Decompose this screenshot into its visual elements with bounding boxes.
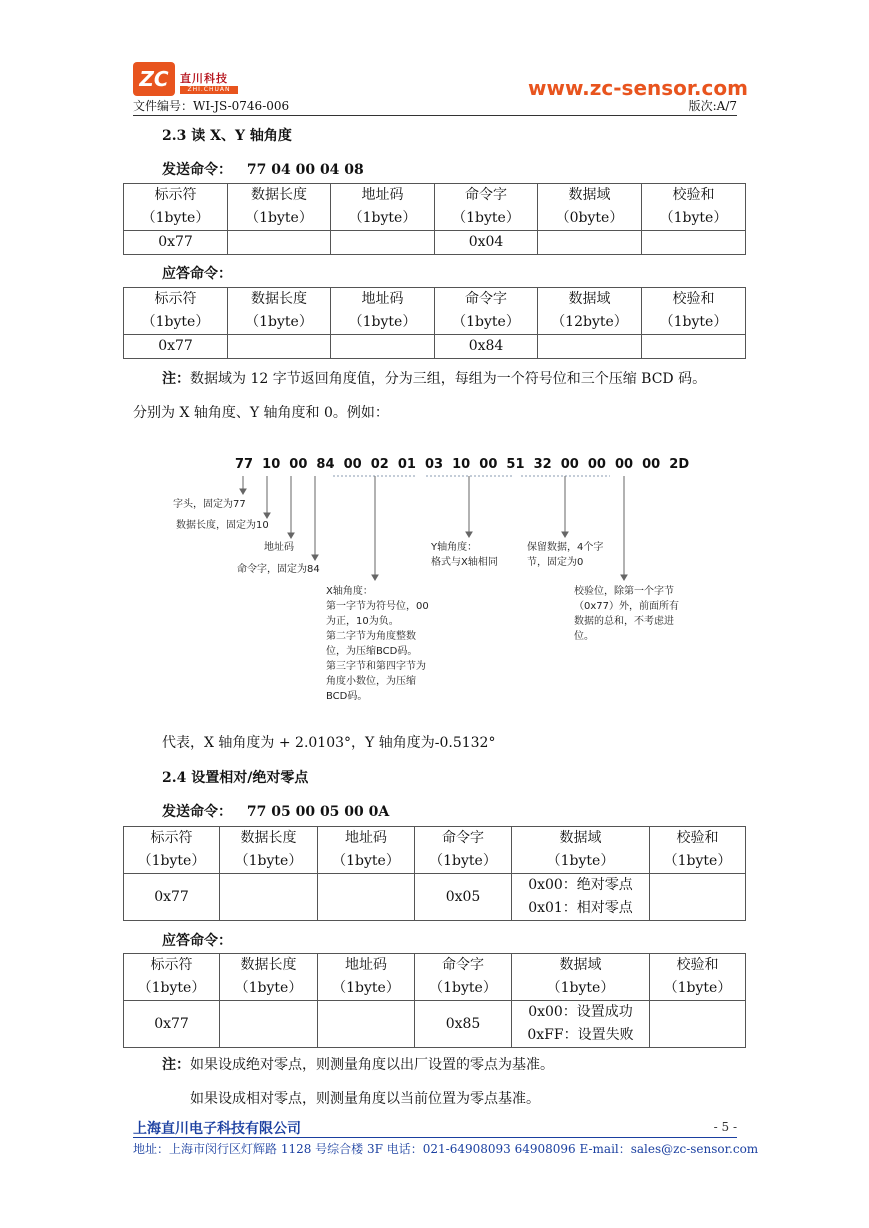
note-label: 注： (162, 371, 190, 387)
reply-label: 应答命令： (162, 266, 232, 282)
footer-divider (133, 1137, 737, 1138)
example-hex-string: 77 10 00 84 00 02 01 03 10 00 51 32 00 00 00 00 2D (235, 457, 690, 472)
label-command: 命令字，固定为84 (237, 564, 320, 575)
label-y-angle: Y轴角度： 格式与X轴相同 (431, 542, 498, 568)
note-paragraph (162, 1054, 554, 1074)
table-cell: 标示符 （1byte） (124, 827, 220, 874)
set-zero-reply-table (123, 953, 746, 1048)
table-cell: 校验和 （1byte） (642, 288, 746, 335)
footer-address: 地址：上海市闵行区灯辉路 1128 号综合楼 3F 电话：021-64908093 64908096 E-mail：sales@zc-sensor.com (133, 1142, 759, 1156)
logo-chinese-name: 直川科技 (180, 72, 228, 85)
note-text: 数据域为 12 字节返回角度值，分为三组，每组为一个符号位和三个压缩 BCD 码。 (190, 371, 707, 387)
table-cell: 数据长度 （1byte） (220, 827, 318, 874)
table-cell (220, 1001, 318, 1048)
table-row (124, 954, 746, 1001)
table-cell: 标示符 （1byte） (124, 288, 228, 335)
table-cell: 数据域 （1byte） (512, 954, 650, 1001)
note-text: 如果设成绝对零点，则测量角度以出厂设置的零点为基准。 (190, 1057, 554, 1073)
table-cell: 地址码 （1byte） (318, 827, 415, 874)
page-number: - 5 - (713, 1120, 737, 1134)
send-value: 77 04 00 04 08 (246, 162, 364, 178)
table-cell: 0x00：绝对零点 0x01：相对零点 (512, 874, 650, 921)
table-cell: 标示符 （1byte） (124, 954, 220, 1001)
table-cell: 0x04 (435, 231, 538, 255)
table-row (124, 1001, 746, 1048)
table-cell: 校验和 （1byte） (650, 827, 746, 874)
table-cell (318, 1001, 415, 1048)
table-cell: 命令字 （1byte） (415, 954, 512, 1001)
table-cell: 0x05 (415, 874, 512, 921)
table-cell: 数据域 （12byte） (538, 288, 642, 335)
table-cell: 0x84 (435, 335, 538, 359)
company-logo: ZC (133, 62, 175, 96)
section-heading-2-4: 2.4 设置相对/绝对零点 (162, 770, 309, 786)
set-zero-send-table (123, 826, 746, 921)
table-cell: 地址码 （1byte） (331, 288, 435, 335)
section-heading-2-3: 2.3 读 X、Y 轴角度 (162, 128, 292, 144)
footer-company: 上海直川电子科技有限公司 (133, 1121, 301, 1137)
table-row (124, 827, 746, 874)
table-cell: 0x85 (415, 1001, 512, 1048)
table-cell (220, 874, 318, 921)
table-cell: 0x77 (124, 231, 228, 255)
result-paragraph: 代表，X 轴角度为 + 2.0103°，Y 轴角度为-0.5132° (162, 735, 496, 751)
table-cell: 校验和 （1byte） (642, 184, 746, 231)
table-cell: 命令字 （1byte） (415, 827, 512, 874)
table-row (124, 874, 746, 921)
label-head: 字头，固定为77 (173, 499, 246, 510)
doc-number: 文件编号：WI-JS-0746-006 (133, 99, 290, 113)
send-label: 发送命令： (162, 804, 232, 820)
note-paragraph-continued: 如果设成相对零点，则测量角度以当前位置为零点基准。 (190, 1091, 540, 1107)
note-label: 注： (162, 1057, 190, 1073)
label-x-angle: X轴角度： 第一字节为符号位，00 为正，10为负。 第二字节为角度整数 位，为压缩BCD码。 第三字节和第四字节为 角度小数位，为压缩 BCD码。 (326, 586, 429, 702)
table-cell (650, 1001, 746, 1048)
table-cell: 校验和 （1byte） (650, 954, 746, 1001)
table-cell: 0x77 (124, 874, 220, 921)
table-cell: 0x77 (124, 1001, 220, 1048)
table-cell: 数据域 （0byte） (538, 184, 642, 231)
label-address: 地址码 (264, 542, 294, 553)
logo-english-name: ZHI.CHUAN (180, 86, 238, 94)
doc-version: 版次:A/7 (688, 99, 737, 113)
table-cell: 命令字 （1byte） (435, 288, 538, 335)
table-cell: 命令字 （1byte） (435, 184, 538, 231)
label-length: 数据长度，固定为10 (176, 520, 269, 531)
table-cell: 数据长度 （1byte） (228, 288, 331, 335)
table-cell: 地址码 （1byte） (318, 954, 415, 1001)
label-checksum: 校验位，除第一个字节 （0x77）外，前面所有 数据的总和，不考虑进 位。 (574, 586, 680, 642)
table-cell: 0x00：设置成功 0xFF：设置失败 (512, 1001, 650, 1048)
table-cell: 数据长度 （1byte） (228, 184, 331, 231)
send-command-line (162, 801, 389, 821)
table-cell: 数据域 （1byte） (512, 827, 650, 874)
table-cell: 0x77 (124, 335, 228, 359)
table-cell: 地址码 （1byte） (331, 184, 435, 231)
send-value: 77 05 00 05 00 0A (246, 804, 390, 820)
website-banner: www.zc-sensor.com (528, 76, 748, 100)
table-cell: 标示符 （1byte） (124, 184, 228, 231)
label-reserved: 保留数据，4个字 节，固定为0 (527, 542, 604, 568)
note-paragraph-continued: 分别为 X 轴角度、Y 轴角度和 0。例如： (133, 405, 389, 421)
reply-label: 应答命令： (162, 933, 232, 949)
send-label: 发送命令： (162, 162, 232, 178)
table-cell (318, 874, 415, 921)
table-cell (650, 874, 746, 921)
table-cell: 数据长度 （1byte） (220, 954, 318, 1001)
